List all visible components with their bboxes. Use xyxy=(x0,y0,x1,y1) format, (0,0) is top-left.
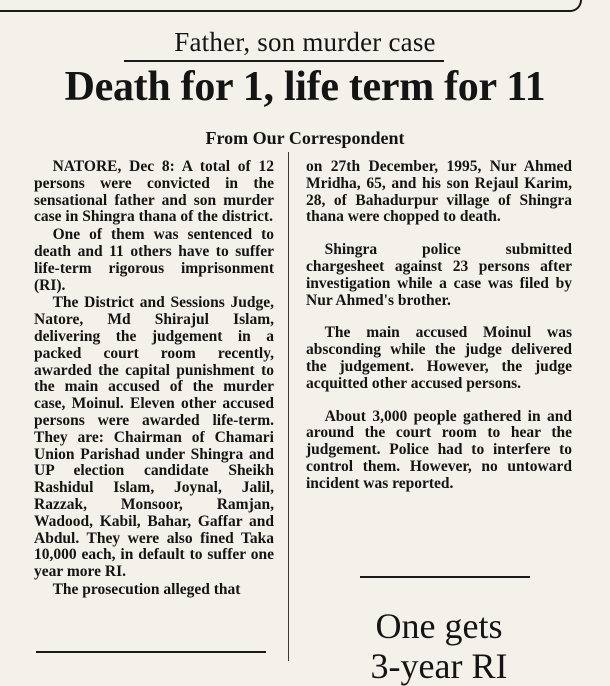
article-byline: From Our Correspondent xyxy=(205,128,405,148)
kicker-underline xyxy=(124,60,444,62)
previous-article-frame xyxy=(0,0,582,12)
paragraph-dateline: NATORE, Dec 8: A total of 12 persons were convicted in the sensational father and son murder case in Shingra thana of the district. xyxy=(34,158,274,226)
article-end-rule xyxy=(360,576,530,578)
paragraph-crowd: About 3,000 people gathered in and around the court room to hear the judgement. Police had to interfere to control them. However, no untoward incident was reported. xyxy=(306,407,572,492)
column-divider xyxy=(288,152,289,661)
bottom-rule xyxy=(36,651,266,653)
article-headline: Death for 1, life term for 11 xyxy=(64,64,546,110)
paragraph-incident: on 27th December, 1995, Nur Ahmed Mridha, 65, and his son Rejaul Karim, 28, of Bahadurpur village of Shingra thana were chopped to death. xyxy=(306,158,572,226)
next-headline-line1: One gets xyxy=(375,606,503,646)
next-article-headline xyxy=(306,606,572,686)
paragraph-chargesheet: Shingra police submitted chargesheet against 23 persons after investigation while a case was filed by Nur Ahmed's brother. xyxy=(306,241,572,309)
next-headline-line2: 3-year RI xyxy=(370,646,508,686)
paragraph-prosecution: The prosecution alleged that xyxy=(52,580,241,598)
article-right-column xyxy=(306,159,572,493)
paragraph-sentence: One of them was sentenced to death and 11 others have to suffer life-term rigorous imprisonment (RI). xyxy=(34,226,274,294)
paragraph-absconding: The main accused Moinul was absconding while the judge delivered the judgement. However, the judge acquitted other accused persons. xyxy=(306,324,572,392)
article-kicker: Father, son murder case xyxy=(174,27,436,57)
paragraph-judgement: The District and Sessions Judge, Natore, Md Shirajul Islam, delivering the judgement in a packed court room recently, awarded the capital punishment to the main accused of the murder case, Moinul. Eleven other accused persons were awarded life-term. They are: Chairman of Chamari Union Parishad under Shingra and UP election candidate Sheikh Rashidul Islam, Joynal, Jalil, Razzak, Monsoor, Ramjan, Wadood, Kabil, Bahar, Gaffar and Abdul. They were also fined Taka 10,000 each, in default to suffer one year more RI. xyxy=(34,294,274,581)
article-left-column xyxy=(34,159,274,599)
